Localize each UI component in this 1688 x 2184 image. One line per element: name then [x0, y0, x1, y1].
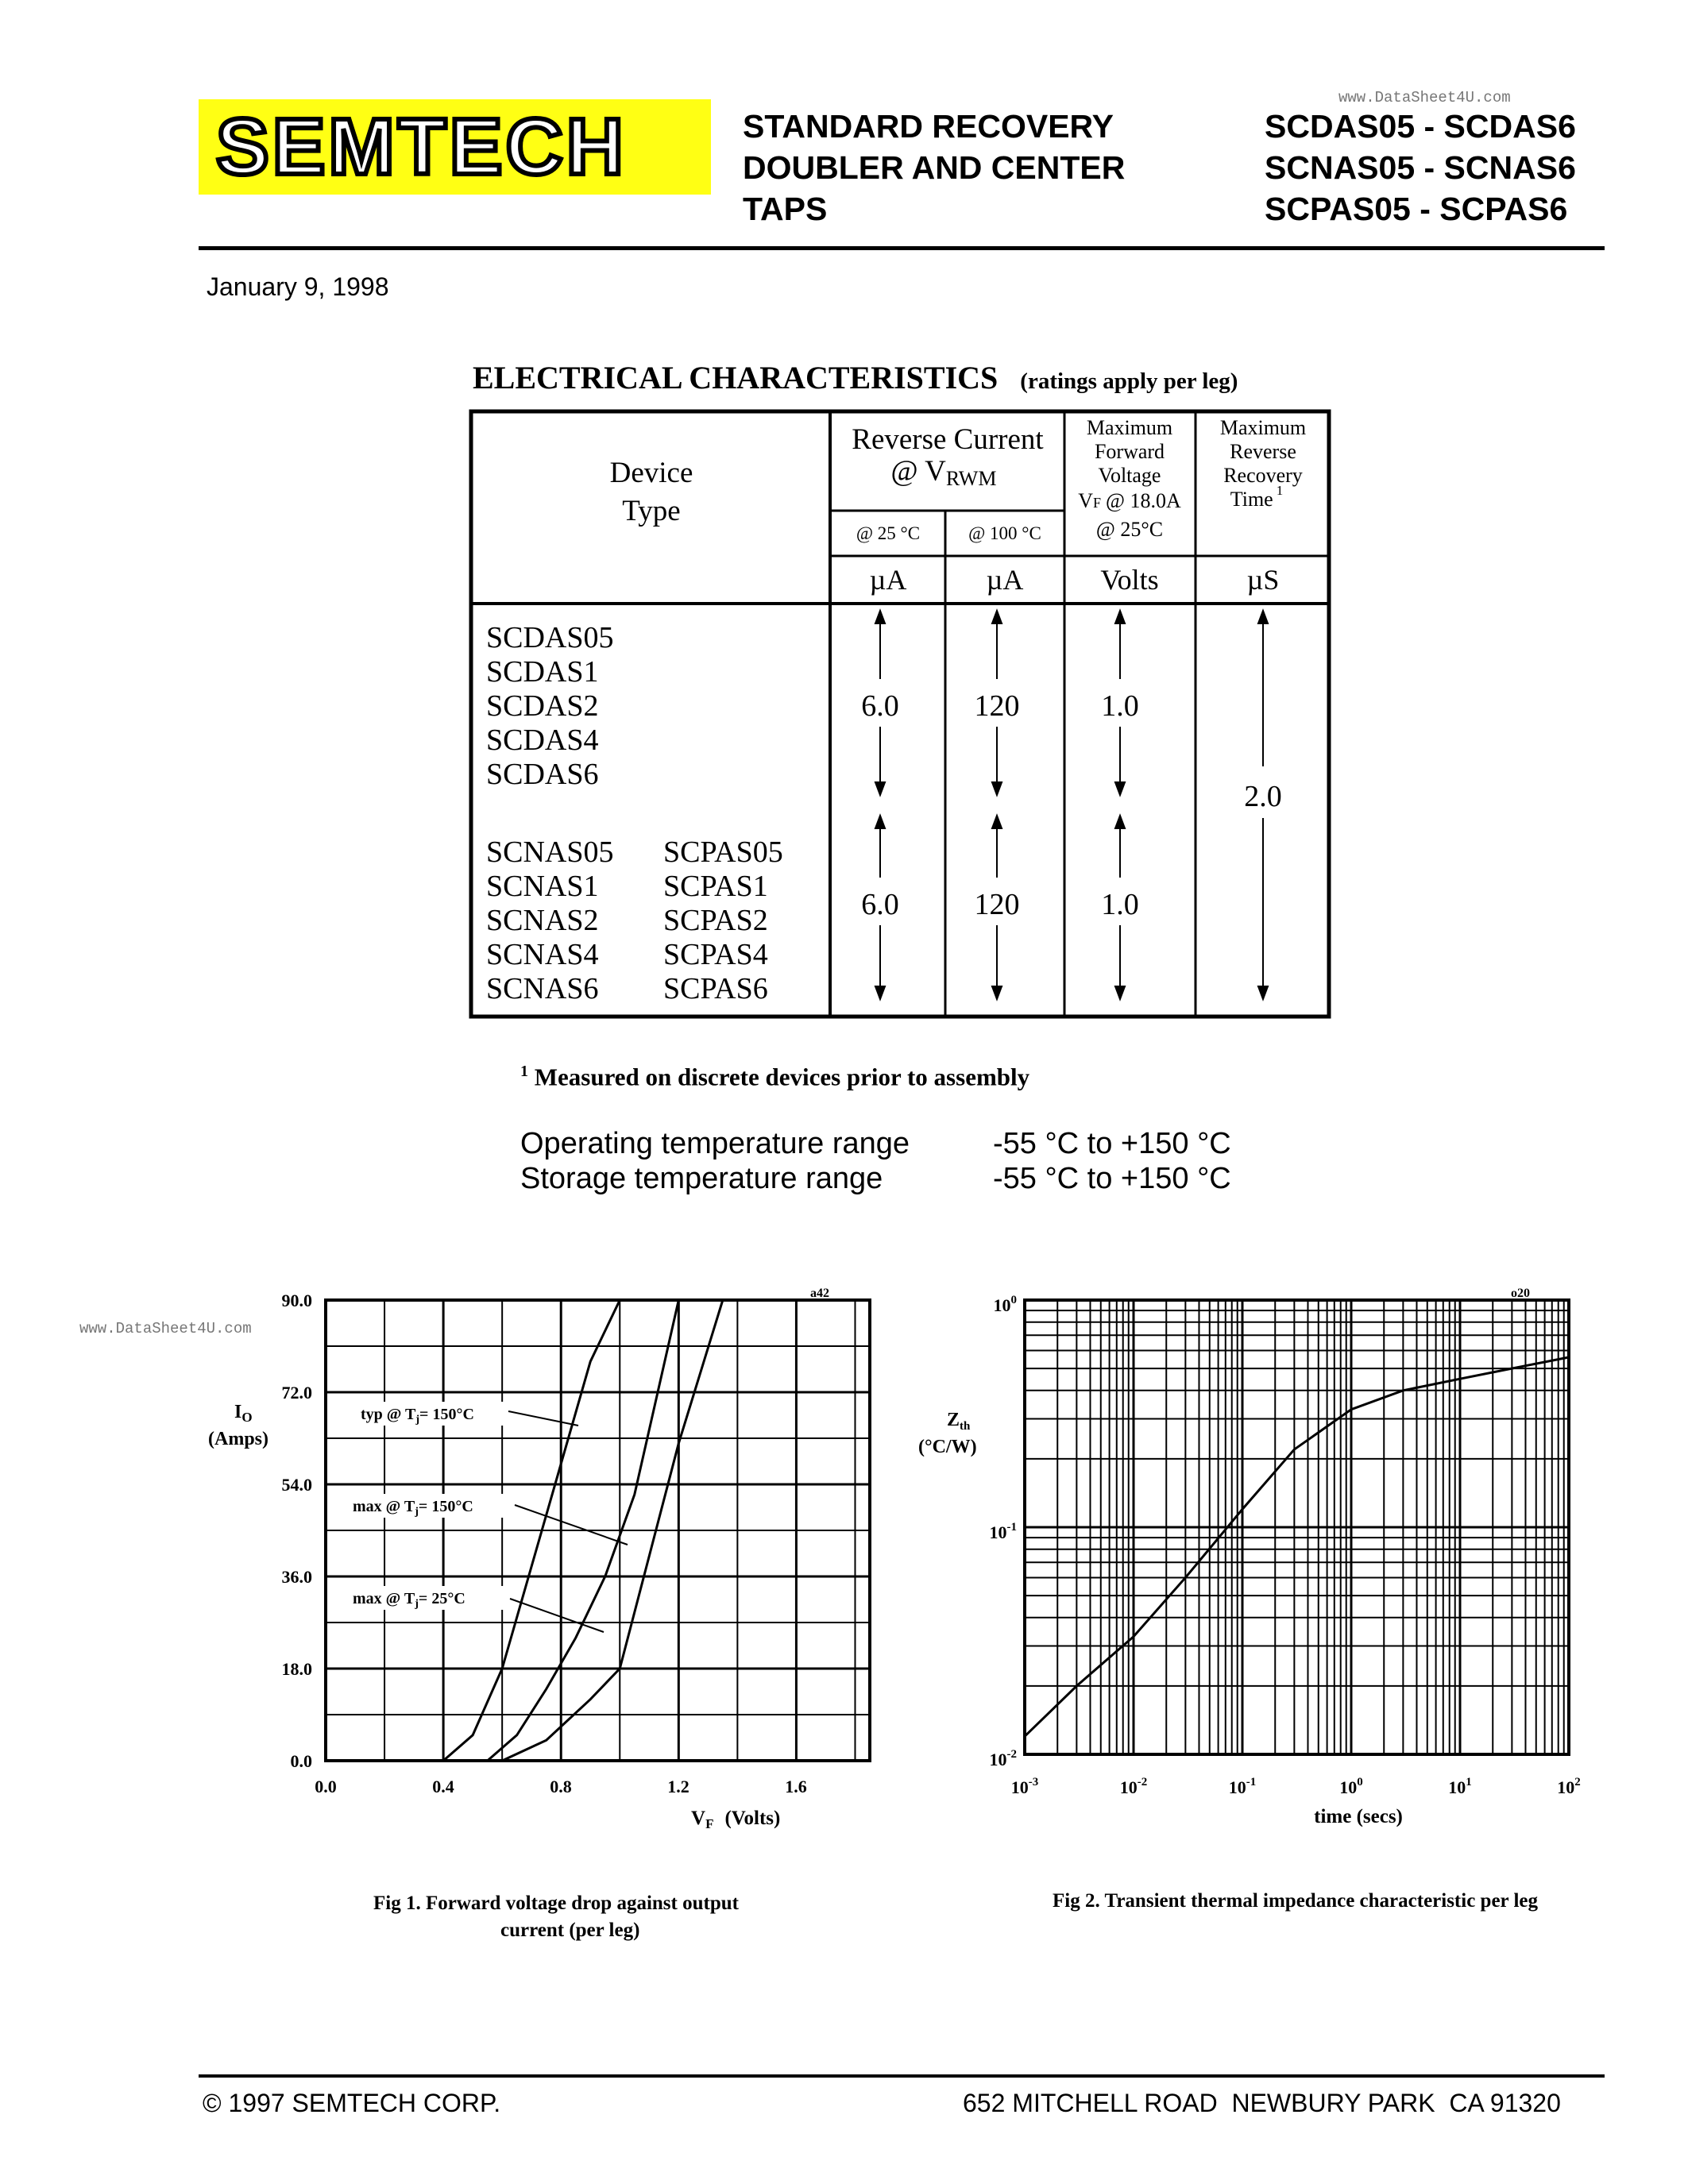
document-date: January 9, 1998 — [207, 272, 389, 301]
unit-vf: Volts — [1100, 564, 1159, 596]
fig1-ytick-72: 72.0 — [281, 1383, 312, 1403]
table-title: ELECTRICAL CHARACTERISTICS — [473, 360, 999, 396]
g2-ir25: 6.0 — [861, 888, 899, 921]
fig1-label-max25 — [353, 1590, 465, 1610]
fig1-chart — [199, 1283, 898, 1854]
fig2-series-line-1 — [1025, 1357, 1569, 1736]
part-line-2: SCNAS05 - SCNAS6 — [1265, 149, 1576, 186]
header-rule — [199, 246, 1605, 250]
fig2-xtick-0-base: 10 — [1339, 1777, 1358, 1797]
footer-address: 652 MITCHELL ROAD NEWBURY PARK CA 91320 — [963, 2089, 1561, 2117]
device-scpas1: SCPAS1 — [663, 870, 768, 903]
fig2-xtick-1-exp: 1 — [1466, 1776, 1472, 1788]
fig2-chart — [914, 1283, 1589, 1854]
fig1-xtick-04: 0.4 — [432, 1777, 454, 1796]
title-line-3: TAPS — [743, 191, 828, 227]
col-forward-2: Forward — [1094, 440, 1165, 463]
range-arrows — [875, 611, 1268, 999]
fig2-xtick-m1-base: 10 — [1228, 1777, 1246, 1797]
footnote — [520, 1063, 1029, 1091]
fig2-xtick-2-base: 10 — [1557, 1777, 1575, 1797]
storage-temp-row — [520, 1161, 1231, 1196]
col-forward-current: @ 18.0A — [1106, 489, 1181, 512]
operating-temp-value: -55 °C to +150 °C — [993, 1127, 1231, 1160]
fig2-xtick-1 — [1448, 1776, 1472, 1797]
col-recovery-1: Maximum — [1219, 416, 1307, 439]
col-recovery-time: Time — [1230, 488, 1273, 511]
fig2-caption: Fig 2. Transient thermal impedance characteristic per leg — [1053, 1890, 1538, 1912]
col-reverse-25: @ 25 °C — [856, 523, 921, 543]
part-line-1: SCDAS05 - SCDAS6 — [1265, 108, 1576, 145]
temperature-ranges — [520, 1126, 1231, 1196]
fig2-xtick-m1 — [1229, 1776, 1257, 1797]
unit-ir25: µA — [869, 564, 907, 596]
fig1-label-max25-j: j — [415, 1598, 419, 1610]
g1-ir25: 6.0 — [861, 689, 899, 723]
fig2-xtick-0-exp: 0 — [1357, 1776, 1363, 1788]
part-line-3: SCPAS05 - SCPAS6 — [1265, 191, 1568, 227]
device-scnas6: SCNAS6 — [486, 972, 599, 1005]
storage-temp-label: Storage temperature range — [520, 1162, 883, 1195]
fig1-ytick-18: 18.0 — [281, 1659, 312, 1679]
trr-value: 2.0 — [1244, 780, 1282, 813]
col-recovery-2: Reverse — [1230, 440, 1296, 463]
table-heading — [473, 359, 1238, 396]
fig1-xtick-08: 0.8 — [550, 1777, 572, 1796]
fig2-xtick-2 — [1557, 1776, 1581, 1797]
fig1-label-typ-j: j — [415, 1414, 420, 1426]
unit-trr: µS — [1246, 564, 1280, 596]
col-device-line-1: Device — [609, 457, 693, 489]
fig1-ytick-36: 36.0 — [281, 1567, 312, 1587]
fig1-caption-line-1: Fig 1. Forward voltage drop against output — [373, 1893, 739, 1914]
col-forward-1: Maximum — [1086, 416, 1173, 439]
device-scdas2: SCDAS2 — [486, 689, 599, 723]
fig2-ylabel-sub: th — [960, 1420, 971, 1433]
fig1-label-typ-text: typ @ T — [361, 1406, 416, 1423]
fig1-caption — [373, 1890, 739, 1944]
fig1-xlabel-sub: F — [705, 1816, 714, 1831]
col-reverse-at — [891, 455, 997, 490]
fig2-grid — [1025, 1300, 1569, 1754]
fig2-xtick-m3-exp: -3 — [1028, 1776, 1039, 1788]
fig2-xtick-m2 — [1120, 1776, 1148, 1797]
fig1-label-max25-text: max @ T — [353, 1590, 415, 1607]
fig1-label-typ-tail: = 150°C — [419, 1406, 474, 1423]
fig1-label-max150-text: max @ T — [353, 1498, 415, 1515]
footer-rule — [199, 2074, 1605, 2078]
fig2-xtick-m1-exp: -1 — [1246, 1776, 1257, 1788]
fig2-ylabel — [947, 1410, 971, 1433]
operating-temp-row — [520, 1126, 1231, 1161]
col-recovery-footnote-mark: 1 — [1276, 483, 1284, 498]
device-scdas4: SCDAS4 — [486, 723, 599, 757]
footer-copyright: © 1997 SEMTECH CORP. — [203, 2089, 501, 2117]
fig1-xtick-12: 1.2 — [667, 1777, 689, 1796]
col-device-line-2: Type — [622, 495, 681, 527]
fig1-label-max150-tail: = 150°C — [418, 1498, 473, 1515]
device-scpas4: SCPAS4 — [663, 938, 768, 971]
title-line-1: STANDARD RECOVERY — [743, 108, 1114, 145]
fig1-ylabel-sub: O — [241, 1410, 253, 1425]
fig1-xlabel — [691, 1808, 780, 1831]
col-forward-3: Voltage — [1098, 464, 1161, 487]
fig2-ytick-001-exp: -2 — [1006, 1748, 1017, 1761]
fig1-ylabel — [234, 1402, 253, 1425]
col-forward-4 — [1078, 489, 1181, 512]
fig2-ylabel-main: Z — [947, 1410, 960, 1430]
fig2-ytick-1-base: 10 — [993, 1295, 1011, 1315]
fig2-curves — [1025, 1357, 1569, 1736]
col-reverse-title: Reverse Current — [852, 423, 1044, 456]
fig2-ytick-01-exp: -1 — [1006, 1521, 1017, 1534]
table-heading-note: (ratings apply per leg) — [1020, 369, 1238, 394]
fig2-xtick-2-exp: 2 — [1574, 1776, 1581, 1788]
device-scdas05: SCDAS05 — [486, 621, 614, 654]
footnote-text: Measured on discrete devices prior to assembly — [534, 1063, 1030, 1091]
fig1-label-max150-j: j — [415, 1506, 419, 1518]
g1-vf: 1.0 — [1101, 689, 1139, 723]
device-scdas6: SCDAS6 — [486, 758, 599, 791]
fig1-xlabel-main: V — [691, 1808, 706, 1829]
watermark-top: www.DataSheet4U.com — [1338, 89, 1511, 106]
fig2-xtick-m3 — [1011, 1776, 1039, 1797]
unit-ir100: µA — [986, 564, 1024, 596]
fig2-xtick-m3-base: 10 — [1010, 1777, 1029, 1797]
g2-vf: 1.0 — [1101, 888, 1139, 921]
part-numbers — [1265, 106, 1576, 230]
device-scnas4: SCNAS4 — [486, 938, 599, 971]
fig2-ytick-001 — [990, 1748, 1018, 1769]
fig2-ytick-01-base: 10 — [989, 1522, 1007, 1542]
fig1-label-max25-tail: = 25°C — [418, 1590, 465, 1607]
fig1-ytick-90: 90.0 — [281, 1291, 312, 1310]
storage-temp-value: -55 °C to +150 °C — [993, 1162, 1231, 1195]
document-title — [743, 106, 1125, 230]
watermark-side: www.DataSheet4U.com — [79, 1320, 252, 1337]
fig1-label-max150 — [353, 1498, 473, 1518]
fig2-xtick-m2-exp: -2 — [1137, 1776, 1148, 1788]
electrical-characteristics-table — [469, 409, 1335, 1024]
device-scnas2: SCNAS2 — [486, 904, 599, 937]
fig2-xtick-m2-base: 10 — [1119, 1777, 1138, 1797]
fig2-xlabel: time (secs) — [1314, 1806, 1403, 1827]
title-line-2: DOUBLER AND CENTER — [743, 149, 1126, 186]
fig2-ytick-01 — [990, 1521, 1018, 1542]
fig2-ytick-1 — [994, 1294, 1018, 1315]
fig1-ylabel-main: I — [234, 1402, 242, 1422]
fig1-ytick-54: 54.0 — [281, 1475, 312, 1495]
col-recovery-4 — [1230, 483, 1283, 511]
device-scnas1: SCNAS1 — [486, 870, 599, 903]
col-reverse-100: @ 100 °C — [968, 523, 1041, 543]
device-scpas05: SCPAS05 — [663, 835, 783, 869]
fig2-xtick-0 — [1339, 1776, 1363, 1797]
fig2-xtick-1-base: 10 — [1448, 1777, 1466, 1797]
operating-temp-label: Operating temperature range — [520, 1127, 910, 1160]
g1-ir100: 120 — [974, 689, 1020, 723]
g2-ir100: 120 — [974, 888, 1020, 921]
fig1-caption-line-2: current (per leg) — [500, 1920, 640, 1941]
fig2-ytick-1-exp: 0 — [1010, 1294, 1017, 1306]
logo-text: SEMTECH — [216, 102, 627, 191]
fig1-leader-max150 — [515, 1505, 628, 1545]
fig1-xtick-0: 0.0 — [315, 1777, 337, 1796]
col-reverse-v: @ V — [890, 455, 946, 488]
fig1-code: a42 — [810, 1287, 829, 1300]
fig2-ylabel-unit: (°C/W) — [918, 1437, 977, 1457]
footnote-mark: 1 — [520, 1063, 528, 1080]
device-scdas1: SCDAS1 — [486, 655, 599, 689]
fig2-ytick-001-base: 10 — [989, 1750, 1007, 1769]
col-forward-sub: F — [1093, 495, 1102, 511]
fig2-code: o20 — [1511, 1287, 1530, 1300]
col-reverse-sub: RWM — [945, 467, 997, 490]
device-scpas2: SCPAS2 — [663, 904, 768, 937]
col-recovery-3: Recovery — [1223, 464, 1303, 487]
col-forward-v: V — [1078, 489, 1094, 512]
fig1-leader-max25 — [510, 1599, 604, 1632]
col-forward-5: @ 25°C — [1095, 518, 1164, 541]
device-scnas05: SCNAS05 — [486, 835, 614, 869]
fig1-xtick-16: 1.6 — [785, 1777, 807, 1796]
fig1-xlabel-unit: (Volts) — [724, 1808, 781, 1829]
fig1-ytick-0: 0.0 — [290, 1751, 312, 1771]
device-scpas6: SCPAS6 — [663, 972, 768, 1005]
fig1-ylabel-unit: (Amps) — [208, 1429, 268, 1449]
